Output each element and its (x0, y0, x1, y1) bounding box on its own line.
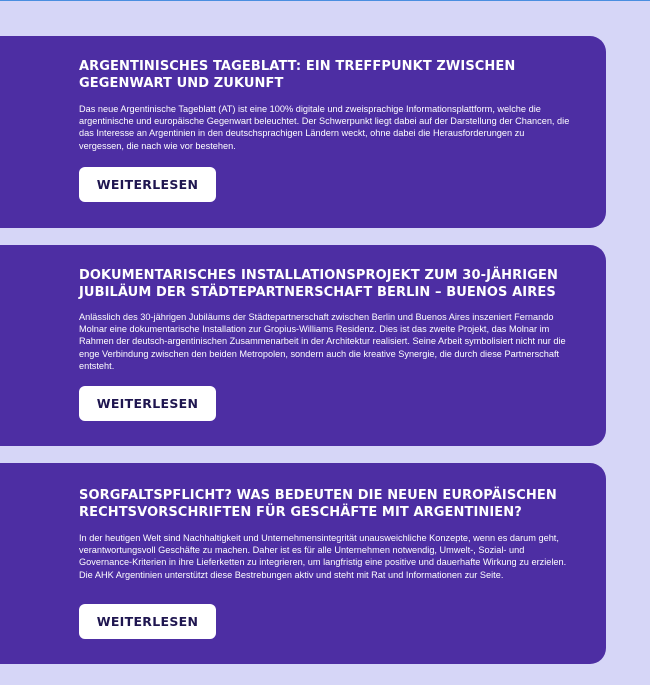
news-card-text: In der heutigen Welt sind Nachhaltigkeit und Unternehmensintegrität unausweichliche Konzepte, wenn es darum geht, verantwortungsvoll Geschäfte zu machen. Daher ist es für alle Unternehmen notwendig, Umwelt-, Sozial- und Governance-Kriterien in ihre Lieferketten zu integrieren, um langfristig eine positive und dauerhafte Wirkung zu erzielen. Die AHK Argentinien unterstützt diese Bestrebungen aktiv und steht mit Rat und Informationen zur Seite. (79, 533, 567, 580)
news-card-text: Das neue Argentinische Tageblatt (AT) ist eine 100% digitale und zweisprachige Informationsplattform, welche die argentinische und europäische Gegenwart beleuchtet. Der Schwerpunkt liegt dabei auf der Darstellung der Chancen, die das Interesse an Argentinien in den deutschsprachigen Ländern weckt, ohne dabei die Herausforderungen zu vergessen, die nach wie vor bestehen. (79, 104, 570, 151)
read-more-button[interactable]: WEITERLESEN (79, 386, 216, 421)
read-more-button[interactable]: WEITERLESEN (79, 604, 216, 639)
news-card (0, 463, 606, 664)
top-border (0, 0, 650, 1)
news-card (0, 245, 606, 446)
news-card-title[interactable]: DOKUMENTARISCHES INSTALLATIONSPROJEKT ZUM 30-JÄHRIGEN JUBILÄUM DER STÄDTEPARTNERSCHAFT BERLIN – BUENOS AIRES (79, 268, 558, 300)
news-card-title[interactable]: ARGENTINISCHES TAGEBLATT: EIN TREFFPUNKT ZWISCHEN GEGENWART UND ZUKUNFT (79, 59, 516, 91)
read-more-button[interactable]: WEITERLESEN (79, 167, 216, 202)
news-card-title[interactable]: SORGFALTSPFLICHT? WAS BEDEUTEN DIE NEUEN EUROPÄISCHEN RECHTSVORSCHRIFTEN FÜR GESCHÄFTE MIT ARGENTINIEN? (79, 488, 557, 520)
news-card-text: Anlässlich des 30-jährigen Jubiläums der Städtepartnerschaft zwischen Berlin und Buenos Aires inszeniert Fernando Molnar eine dokumentarische Installation zur Gropius-Williams Residenz. Dies ist das zweite Projekt, das Molnar im Rahmen der deutsch-argentinischen Zusammenarbeit in der Architektur realisiert. Seine Arbeit symbolisiert nicht nur die enge Verbindung zwischen den beiden Metropolen, sondern auch die kreative Synergie, die durch diese Partnerschaft entsteht. (79, 312, 566, 371)
news-card (0, 36, 606, 228)
